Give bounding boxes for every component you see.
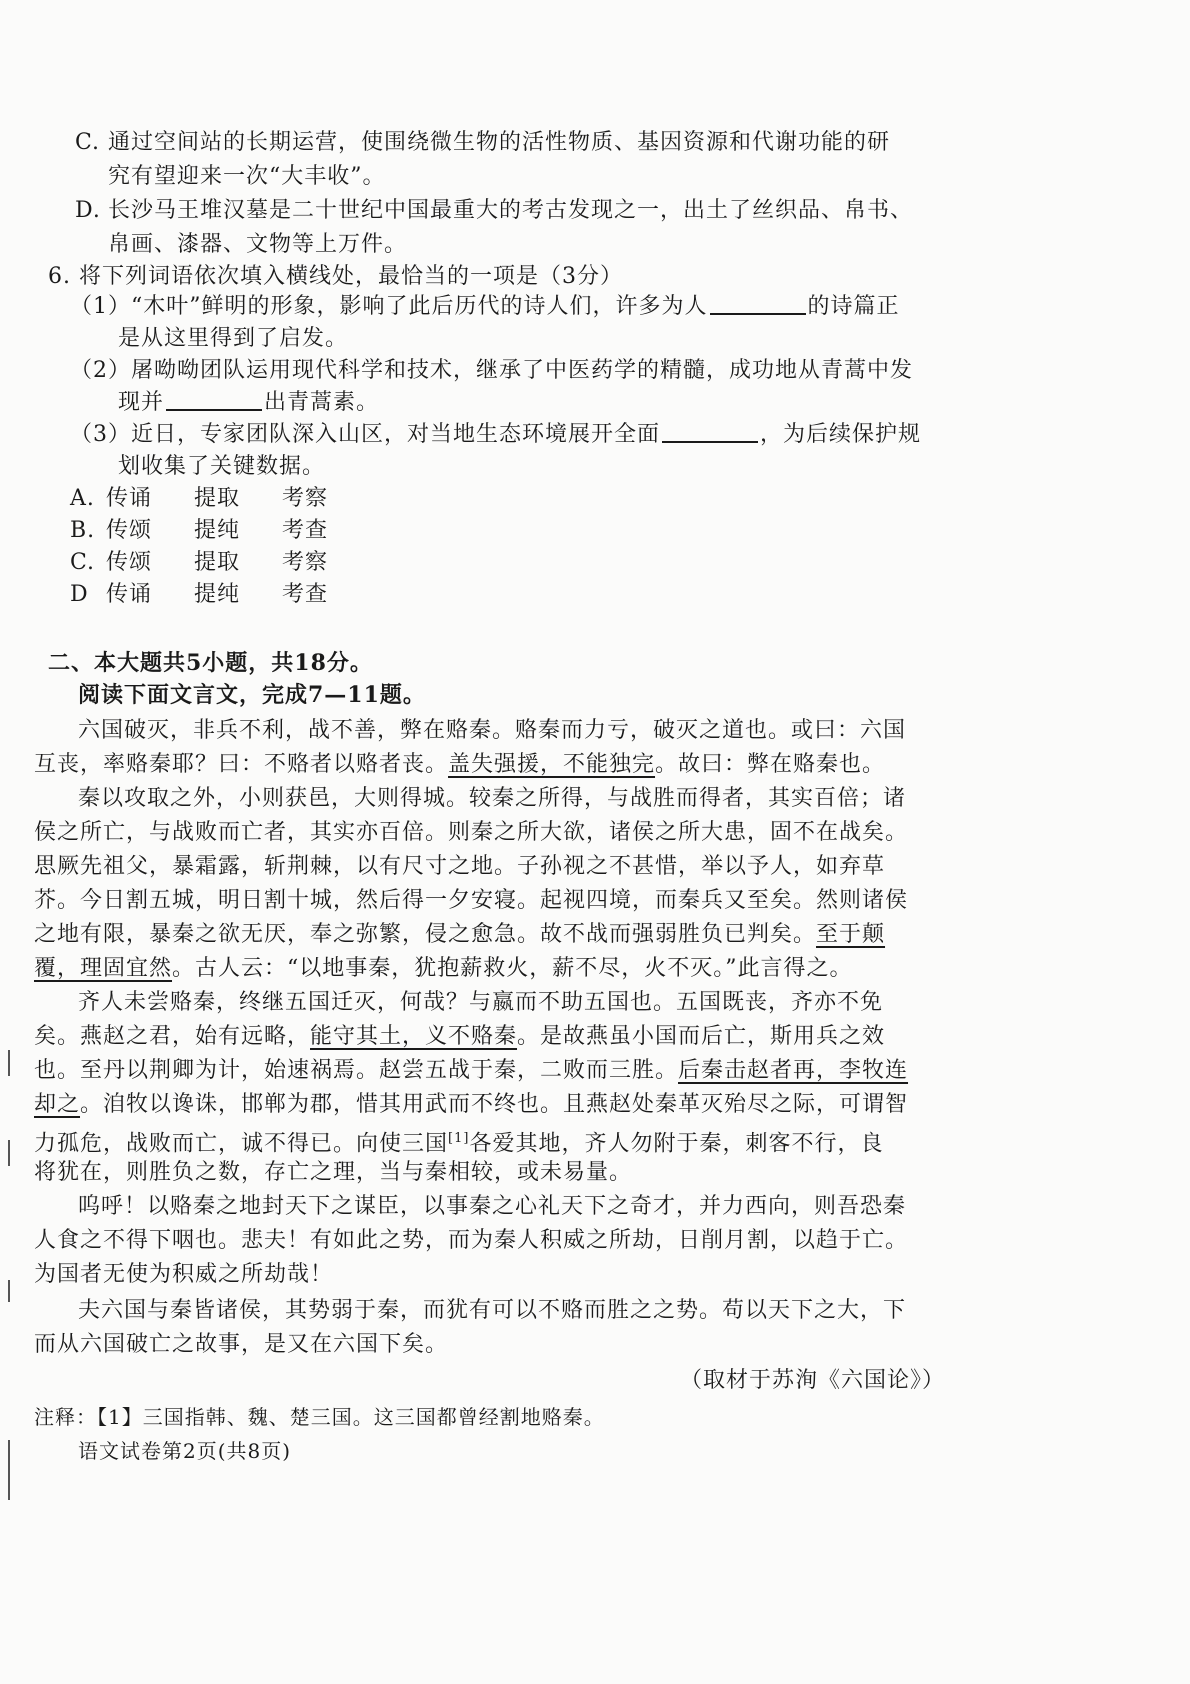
passage-source: （取材于苏洵《六国论》） [680,1368,946,1393]
q6-s1-post: 的诗篇正 [807,294,900,319]
q6-s2-line2-post: 出青蒿素。 [264,390,380,415]
passage-text: 。是故燕虽小国而后亡，斯用兵之效 [517,1024,886,1049]
q6-option-b-w2: 提纯 [194,518,241,543]
section-2-instruction: 阅读下面文言文，完成7—11题。 [78,682,426,708]
passage-text: 力孤危，战败而亡，诚不得已。向使三国 [34,1131,449,1157]
q6-blank-1[interactable] [710,293,806,315]
passage-line: 呜呼！以赂秦之地封天下之谋臣，以事秦之心礼天下之奇才，并力西向，则吾恐秦 [78,1194,907,1219]
page-footer: 语文试卷第2页(共8页) [78,1439,292,1463]
passage-text: 矣。燕赵之君，始有远略， [34,1024,311,1049]
passage-line [34,1022,885,1052]
q6-option-c-w2: 提取 [194,550,241,575]
q6-s3-pre: （3）近日，专家团队深入山区，对当地生态环境展开全面 [70,422,660,447]
passage-line [34,954,853,984]
passage-line [34,920,885,950]
q5-option-d-letter: D. [75,198,101,223]
q6-s3-post: ，为后续保护规 [760,422,922,447]
passage-text: 。洎牧以谗诛，邯郸为郡，惜其用武而不终也。且燕赵处秦革灭殆尽之际，可谓智 [80,1092,909,1117]
passage-line: 为国者无使为积威之所劫哉！ [34,1262,334,1287]
q6-option-c-w3: 考察 [282,550,329,575]
q5-option-c-line2: 究有望迎来一次“大丰收”。 [108,164,386,189]
q6-s1-pre: （1）“木叶”鲜明的形象，影响了此后历代的诗人们，许多为人 [70,294,708,319]
passage-line: 芥。今日割五城，明日割十城，然后得一夕安寝。起视四境，而秦兵又至矣。然则诸侯 [34,888,909,913]
scan-edge-mark [8,1050,10,1076]
footnote: 注释：【1】三国指韩、魏、楚三国。这三国都曾经割地赂秦。 [34,1405,605,1429]
q5-option-c-line1: 通过空间站的长期运营，使围绕微生物的活性物质、基因资源和代谢功能的研 [108,130,891,155]
passage-line: 齐人未尝赂秦，终继五国迁灭，何哉？与嬴而不助五国也。五国既丧，齐亦不免 [78,990,884,1015]
underlined-phrase: 覆，理固宜然 [34,956,173,981]
passage-line: 秦以攻取之外，小则获邑，大则得城。较秦之所得，与战胜而得者，其实百倍；诸 [78,786,907,811]
q5-option-d-line1: 长沙马王堆汉墓是二十世纪中国最重大的考古发现之一，出土了丝织品、帛书、 [108,198,914,223]
q6-blank-2[interactable] [166,389,262,411]
q6-option-c-letter[interactable]: C. [70,550,96,575]
underlined-phrase: 后秦击赵者再，李牧连 [678,1058,909,1083]
q6-option-b-letter[interactable]: B. [70,518,96,543]
passage-line: 思厥先祖父，暴霜露，斩荆棘，以有尺寸之地。子孙视之不甚惜，举以予人，如弃草 [34,854,886,879]
q6-option-b-w1: 传颂 [106,518,153,543]
q6-option-a-w1: 传诵 [106,486,153,511]
passage-line [34,750,885,780]
passage-text: 之地有限，暴秦之欲无厌，奉之弥繁，侵之愈急。故不战而强弱胜负已判矣。 [34,922,817,947]
passage-text: 。故曰：弊在赂秦也。 [655,752,886,777]
q6-option-b-w3: 考查 [282,518,329,543]
passage-line: 而从六国破亡之故事，是又在六国下矣。 [34,1332,449,1357]
passage-text: 也。至丹以荆卿为计，始速祸焉。赵尝五战于秦，二败而三胜。 [34,1058,679,1083]
q6-option-a-w2: 提取 [194,486,241,511]
underlined-phrase: 能守其土，义不赂秦 [310,1024,518,1049]
passage-line [34,1090,908,1120]
passage-text: 互丧，率赂秦耶？曰：不赂者以赂者丧。 [34,752,449,777]
underlined-phrase: 却之 [34,1092,81,1117]
q6-option-c-w1: 传颂 [106,550,153,575]
passage-line: 六国破灭，非兵不利，战不善，弊在赂秦。赂秦而力亏，破灭之道也。或曰：六国 [78,718,907,743]
q5-option-d-line2: 帛画、漆器、文物等上万件。 [108,232,408,257]
underlined-phrase: 盖失强援，不能独完 [448,752,656,777]
scan-edge-mark [8,1280,10,1302]
passage-line: 将犹在，则胜负之数，存亡之理，当与秦相较，或未易量。 [34,1160,633,1185]
q6-s1-line2: 是从这里得到了启发。 [118,326,349,351]
scan-edge-mark [8,1440,10,1500]
q6-sentence-1 [70,292,900,322]
q6-s2-line2 [118,388,379,418]
passage-text: 各爱其地，齐人勿附于秦，刺客不行，良 [469,1131,884,1157]
q6-option-d-w1: 传诵 [106,582,153,607]
passage-line [34,1056,908,1086]
q6-option-d-letter[interactable]: D [70,582,89,607]
q6-option-a-w3: 考察 [282,486,329,511]
q5-option-c-letter: C. [75,130,101,155]
q6-blank-3[interactable] [662,421,758,443]
q6-option-d-w3: 考查 [282,582,329,607]
scan-edge-mark [8,1140,10,1166]
q6-option-a-letter[interactable]: A. [70,486,95,511]
passage-line: 人食之不得下咽也。悲夫！有如此之势，而为秦人积威之所劫，日削月割，以趋于亡。 [34,1228,909,1253]
q6-s3-line2: 划收集了关键数据。 [118,454,326,479]
passage-line: 侯之所亡，与战败而亡者，其实亦百倍。则秦之所大欲，诸侯之所大患，固不在战矣。 [34,820,909,845]
underlined-phrase: 至于颠 [816,922,886,947]
q6-sentence-2: （2）屠呦呦团队运用现代科学和技术，继承了中医药学的精髓，成功地从青蒿中发 [70,358,913,383]
passage-text: 。古人云：“以地事秦，犹抱薪救火，薪不尽，火不灭。”此言得之。 [172,956,853,981]
section-2-heading: 二、本大题共5小题，共18分。 [48,650,373,676]
footnote-ref[interactable]: [1] [448,1131,470,1146]
q6-stem: 6. 将下列词语依次填入横线处，最恰当的一项是（3分） [48,264,623,289]
q6-s2-line2-pre: 现并 [118,390,165,415]
passage-line [34,1124,883,1159]
passage-line: 夫六国与秦皆诸侯，其势弱于秦，而犹有可以不赂而胜之之势。苟以天下之大，下 [78,1298,907,1323]
q6-sentence-3 [70,420,921,450]
q6-option-d-w2: 提纯 [194,582,241,607]
